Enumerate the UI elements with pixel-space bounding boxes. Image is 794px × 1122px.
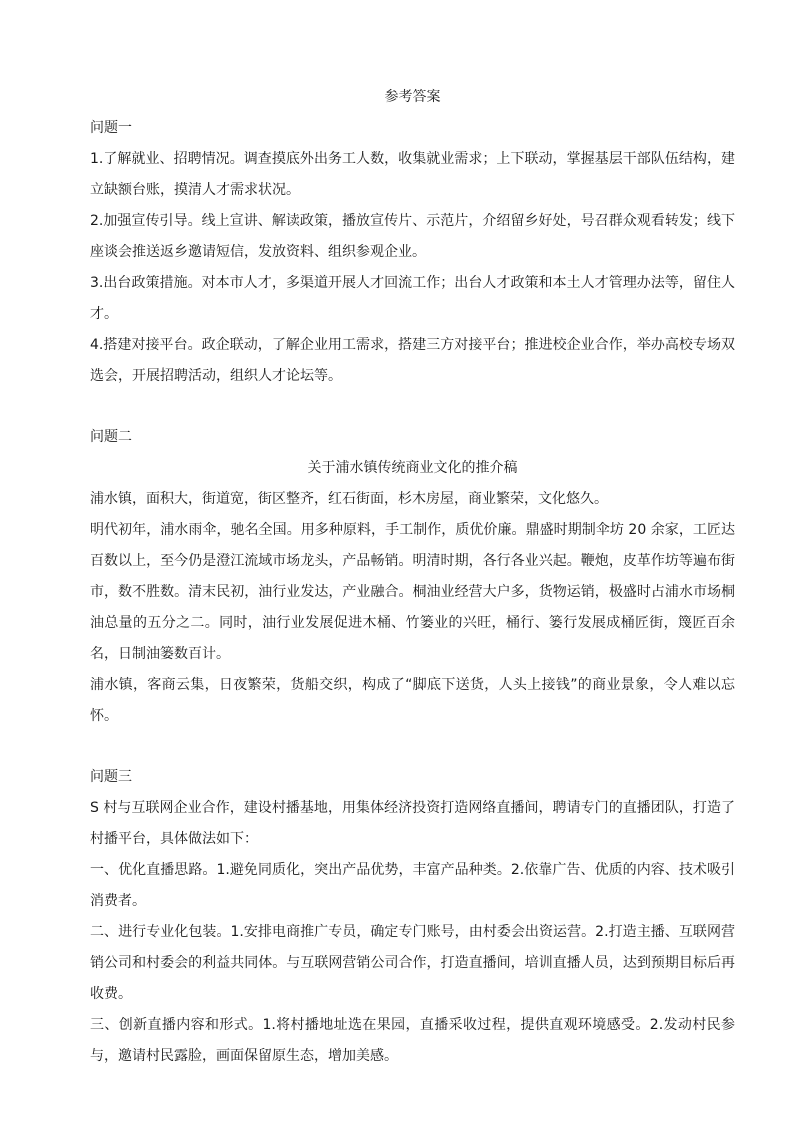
- document-title: 参考答案: [384, 89, 441, 105]
- q3-paragraph-2: 一、优化直播思路。1.避免同质化，突出产品优势，丰富产品种类。2.依靠广告、优质的内容、技术吸引消费者。: [90, 862, 735, 909]
- q1-paragraph-2: 2.加强宣传引导。线上宣讲、解读政策，播放宣传片、示范片，介绍留乡好处，号召群众观看转发；线下座谈会推送返乡邀请短信，发放资料、组织参观企业。: [90, 213, 735, 260]
- document-page: [90, 82, 735, 1072]
- q1-paragraph-3: 3.出台政策措施。对本市人才，多渠道开展人才回流工作；出台人才政策和本土人才管理办法等，留住人才。: [90, 275, 735, 322]
- q3-paragraph-4: 三、创新直播内容和形式。1.将村播地址选在果园，直播采收过程，提供直观环境感受。2.发动村民参与，邀请村民露脸，画面保留原生态，增加美感。: [90, 1017, 735, 1064]
- q2-paragraph-2: 明代初年，浦水雨伞，驰名全国。用多种原料，手工制作，质优价廉。鼎盛时期制伞坊 20 余家，工匠达百数以上，至今仍是澄江流域市场龙头，产品畅销。明清时期，各行各业兴起。鞭炮，皮革作坊等遍布街市，数不胜数。清末民初，油行业发达，产业融合。桐油业经营大户多，货物运销，极盛时占浦水市场桐油总量的五分之二。同时，油行业发展促进木桶、竹篓业的兴旺，桶行、篓行发展成桶匠街，篾匠百余名，日制油篓数百计。: [90, 522, 735, 662]
- q1-paragraph-1: 1.了解就业、招聘情况。调查摸底外出务工人数，收集就业需求；上下联动，掌握基层干部队伍结构，建立缺额台账，摸清人才需求状况。: [90, 151, 735, 198]
- q1-heading: 问题一: [90, 120, 132, 136]
- q3-heading: 问题三: [90, 769, 132, 785]
- q3-paragraph-1: S 村与互联网企业合作，建设村播基地，用集体经济投资打造网络直播间，聘请专门的直播团队，打造了村播平台，具体做法如下：: [90, 800, 735, 847]
- q2-paragraph-1: 浦水镇，面积大，街道宽，街区整齐，红石街面，杉木房屋，商业繁荣，文化悠久。: [90, 491, 608, 507]
- q2-heading: 问题二: [90, 429, 132, 445]
- section-gap: [90, 732, 735, 762]
- q2-paragraph-3: 浦水镇，客商云集，日夜繁荣，货船交织，构成了“脚底下送货，人头上接钱”的商业景象，令人难以忘怀。: [90, 677, 735, 724]
- section-gap: [90, 392, 735, 422]
- q1-paragraph-4: 4.搭建对接平台。政企联动，了解企业用工需求，搭建三方对接平台；推进校企业合作，举办高校专场双选会，开展招聘活动，组织人才论坛等。: [90, 337, 735, 384]
- q3-paragraph-3: 二、进行专业化包装。1.安排电商推广专员，确定专门账号，由村委会出资运营。2.打造主播、互联网营销公司和村委会的利益共同体。与互联网营销公司合作，打造直播间，培训直播人员，达到预期目标后再收费。: [90, 924, 735, 1002]
- q2-title: 关于浦水镇传统商业文化的推介稿: [307, 460, 518, 476]
